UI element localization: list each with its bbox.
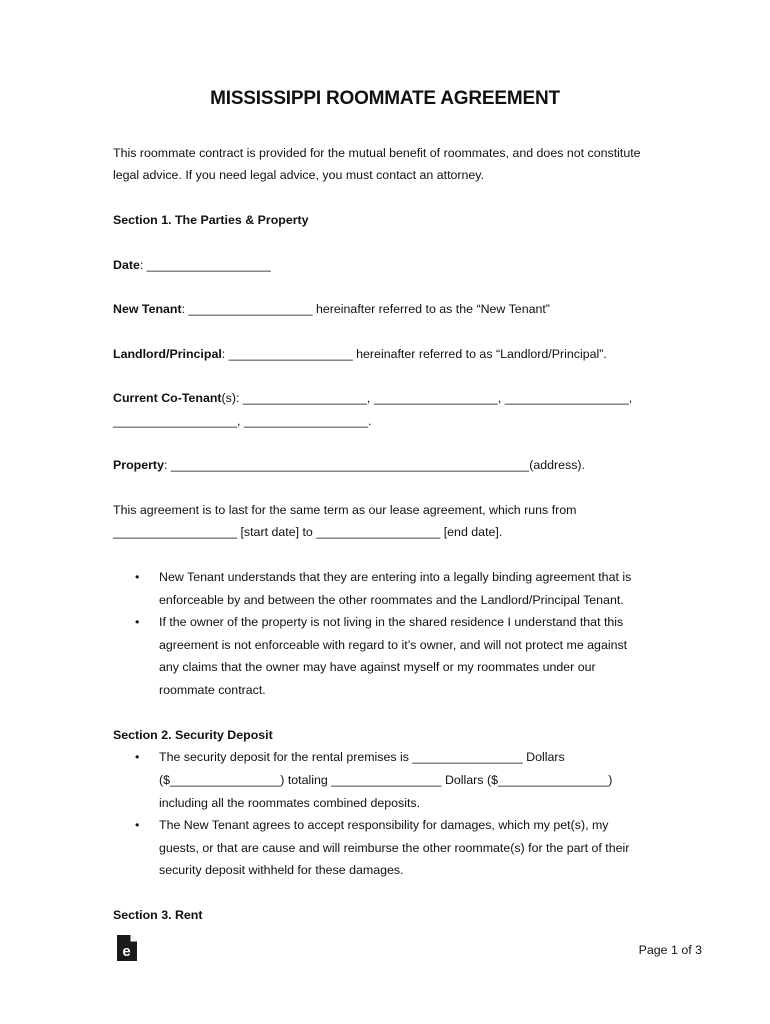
cotenant-label: Current Co-Tenant xyxy=(113,391,222,405)
cotenant-blanks-line-2: __________________, __________________. xyxy=(113,414,372,428)
section-3-heading: Section 3. Rent xyxy=(113,908,203,922)
s1-bullet-1-line-1: New Tenant understands that they are entering into a legally binding agreement that is xyxy=(159,570,632,584)
new-tenant-label: New Tenant xyxy=(113,302,182,316)
property-label: Property xyxy=(113,458,164,472)
term-line-2: __________________ [start date] to __________________ [end date]. xyxy=(113,525,503,539)
property-field xyxy=(113,458,585,472)
new-tenant-blank: : __________________ hereinafter referred to as the “New Tenant” xyxy=(181,302,550,316)
intro-line-1: This roommate contract is provided for the mutual benefit of roommates, and does not constitute xyxy=(113,146,641,160)
bullet-icon: • xyxy=(135,818,140,832)
new-tenant-field xyxy=(113,302,550,316)
section-1-heading: Section 1. The Parties & Property xyxy=(113,213,309,227)
s1-bullet-2-line-1: If the owner of the property is not living in the shared residence I understand that this xyxy=(159,615,624,629)
section-2-heading: Section 2. Security Deposit xyxy=(113,728,273,742)
bullet-icon: • xyxy=(135,615,140,629)
page-number: Page 1 of 3 xyxy=(638,943,702,957)
date-label: Date xyxy=(113,258,140,272)
bullet-icon: • xyxy=(135,750,140,764)
document-title: MISSISSIPPI ROOMMATE AGREEMENT xyxy=(210,88,560,109)
s1-bullet-1-line-2: enforceable by and between the other roommates and the Landlord/Principal Tenant. xyxy=(159,593,624,607)
s2-bullet-1-line-1: The security deposit for the rental premises is ________________ Dollars xyxy=(159,750,565,764)
s2-bullet-1-line-2: ($________________) totaling ________________ Dollars ($________________) xyxy=(159,773,613,787)
date-blank: : __________________ xyxy=(139,258,271,272)
s2-bullet-2-line-2: guests, or that are cause and will reimburse the other roommate(s) for the part of their xyxy=(159,841,630,855)
s2-bullet-2-line-1: The New Tenant agrees to accept responsibility for damages, which my pet(s), my xyxy=(159,818,609,832)
s1-bullet-2-line-2: agreement is not enforceable with regard to it’s owner, and will not protect me against xyxy=(159,638,628,652)
s2-bullet-2-line-3: security deposit withheld for these damages. xyxy=(159,863,404,877)
landlord-label: Landlord/Principal xyxy=(113,347,222,361)
bullet-icon: • xyxy=(135,570,140,584)
landlord-field xyxy=(113,347,607,361)
term-line-1: This agreement is to last for the same term as our lease agreement, which runs from xyxy=(113,503,577,517)
intro-line-2: legal advice. If you need legal advice, you must contact an attorney. xyxy=(113,168,485,182)
landlord-blank: : __________________ hereinafter referred to as “Landlord/Principal”. xyxy=(221,347,607,361)
cotenant-field xyxy=(113,391,632,405)
svg-text:e: e xyxy=(122,943,131,960)
s2-bullet-1-line-3: including all the roommates combined deposits. xyxy=(159,796,421,810)
s1-bullet-2-line-4: roommate contract. xyxy=(159,683,266,697)
s1-bullet-2-line-3: any claims that the owner may have against myself or my roommates under our xyxy=(159,660,596,674)
property-blank: : ____________________________________________________(address). xyxy=(163,458,585,472)
eforms-logo-icon xyxy=(117,935,137,961)
cotenant-blanks: (s): __________________, __________________, __________________, xyxy=(221,391,633,405)
date-field xyxy=(113,258,271,272)
